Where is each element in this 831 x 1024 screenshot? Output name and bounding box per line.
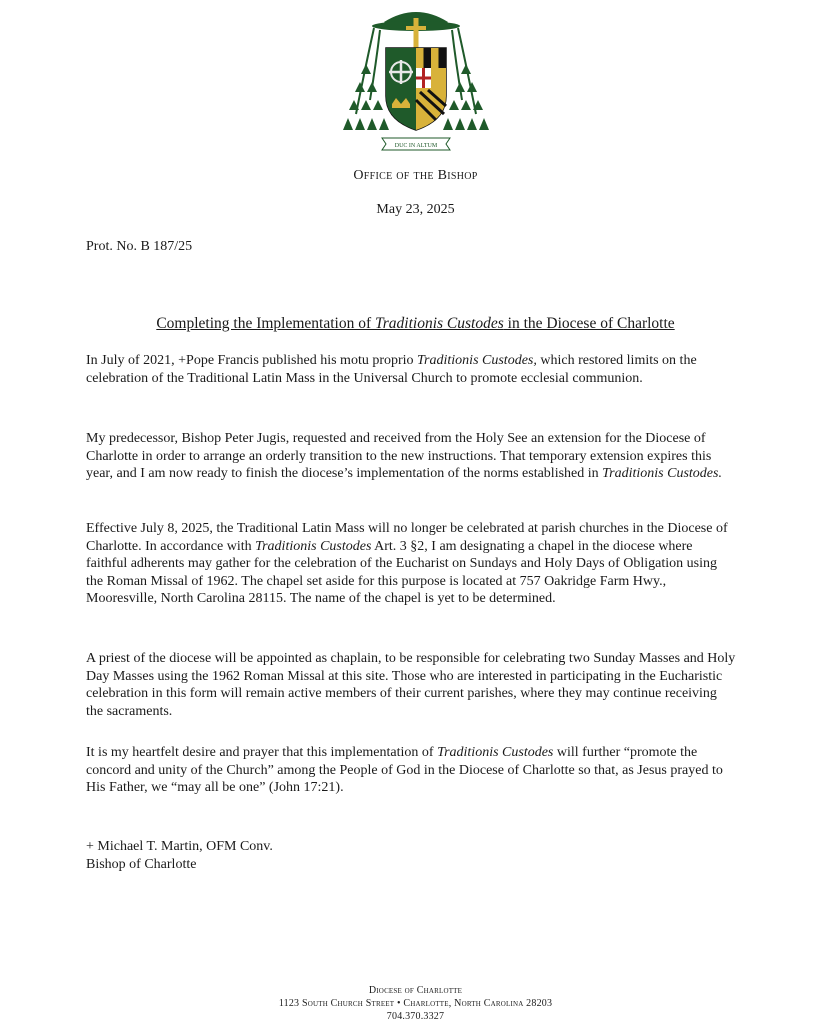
p2-text-a: My predecessor, Bishop Peter Jugis, requested and received from the Holy See an extension for the Diocese of Charlotte in order to arrange an orderly transition to the new instructions. That temporary extension expires this year, and I am now ready to finish the diocese’s implementation of the norms established in (86, 431, 712, 481)
p3-italic: Traditionis Custodes (255, 538, 372, 554)
p3-text-c: Art. 3 §2, I am designating a chapel in the diocese where faithful adherents may gather for the celebration of the Eucharist on Sundays and Holy Days of Obligation using the Roman Missal of 1962. The chapel set aside for this purpose is located at 757 Oakridge Farm Hwy., Mooresville, North Carolina 28115. The name of the chapel is yet to be determined. (86, 538, 717, 606)
paragraph-3 (86, 520, 736, 608)
signature-block (86, 838, 273, 874)
paragraph-4 (86, 650, 736, 720)
p5-italic: Traditionis Custodes (437, 745, 554, 760)
p3-text-a: Effective July 8, 2025, the Traditional Latin Mass will no longer be celebrated at parish churches in the Diocese of Charlotte. In accordance with (86, 521, 728, 554)
title-text-a: Completing the Implementation of (156, 315, 375, 332)
letter-date: May 23, 2025 (376, 202, 455, 217)
title-text-b: in the Diocese of Charlotte (503, 315, 675, 332)
paragraph-1 (86, 352, 736, 387)
p5-text-a: It is my heartfelt desire and prayer that this implementation of (86, 745, 438, 760)
letterhead-footer (0, 984, 831, 1023)
paragraph-5 (86, 744, 736, 797)
footer-diocese: Diocese of Charlotte (368, 985, 463, 996)
letter-title (0, 315, 831, 333)
footer-phone: 704.370.3327 (386, 1011, 445, 1022)
signature-role: Bishop of Charlotte (86, 857, 197, 872)
paragraph-2 (86, 430, 736, 483)
p4-text-a: A priest of the diocese will be appointed as chaplain, to be responsible for celebrating two Sunday Masses and Holy Day Masses using the 1962 Roman Missal at this site. Those who are interested in participating in the Eucharistic celebration in this form will remain active members of their current parishes, where they may continue receiving the sacraments. (86, 651, 736, 719)
protocol-number: Prot. No. B 187/25 (86, 239, 193, 254)
p1-italic: Traditionis Custodes, (417, 353, 537, 368)
signature-name: + Michael T. Martin, OFM Conv. (86, 839, 273, 854)
title-text-italic: Traditionis Custodes (375, 315, 504, 332)
p1-text-c: which restored limits on the celebration of the Traditional Latin Mass in the Universal Church to promote ecclesial communion. (86, 353, 697, 386)
crest-motto: DUC IN ALTUM (394, 143, 438, 149)
p1-text-a: In July of 2021, +Pope Francis published his motu proprio (86, 353, 418, 368)
p2-italic: Traditionis Custodes. (602, 466, 722, 481)
coat-of-arms-icon (336, 4, 496, 154)
p5-text-c: will further “promote the concord and unity of the Church” among the People of God in the Diocese of Charlotte so that, as Jesus prayed to His Father, we “may all be one” (John 17:21). (86, 745, 723, 795)
office-heading: Office of the Bishop (353, 168, 478, 183)
footer-address: 1123 South Church Street • Charlotte, North Carolina 28203 (278, 998, 553, 1009)
